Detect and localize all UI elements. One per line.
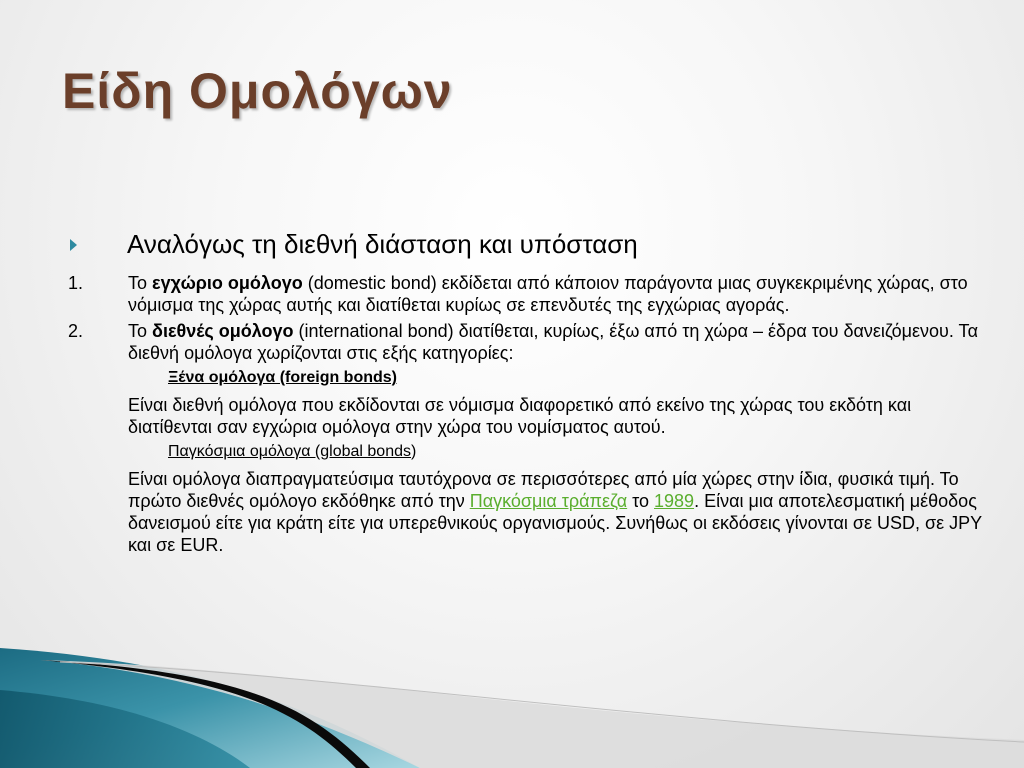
- item-text: [128, 272, 988, 316]
- item-number: 1.: [68, 273, 84, 293]
- item-description: (domestic bond) εκδίδεται από κάποιον παράγοντα μιας συγκεκριμένης χώρας, στο νόμισμα της χώρας αυτής και διατίθεται κυρίως σε επενδυτές της εγχώριας αγοράς.: [128, 273, 968, 315]
- item-prefix: Το: [128, 321, 153, 341]
- item-description: (international bond) διατίθεται, κυρίως, έξω από τη χώρα – έδρα του δανειζόμενου. Τα διεθνή ομόλογα χωρίζονται στις εξής κατηγορίες:: [128, 321, 978, 363]
- bullet-row: [70, 229, 638, 260]
- global-bonds-text: [128, 468, 988, 556]
- foreign-bonds-heading: Ξένα ομόλογα (foreign bonds): [168, 369, 397, 386]
- item-number: 2.: [68, 321, 84, 341]
- global-text-part: . Είναι μια αποτελεσματική μέθοδος δανεισμού είτε για κράτη είτε για υπερεθνικούς οργανισμούς. Συνήθως οι εκδόσεις γίνονται σε USD, σε JPY και σε EUR.: [128, 491, 982, 555]
- list-item-international: [68, 320, 988, 364]
- item-term: διεθνές ομόλογο: [152, 321, 294, 341]
- list-item-domestic: [68, 272, 988, 316]
- slide-content: [68, 272, 988, 560]
- year-1989-link[interactable]: 1989: [654, 491, 695, 511]
- world-bank-link[interactable]: Παγκόσμια τράπεζα: [469, 491, 628, 511]
- item-term: εγχώριο ομόλογο: [152, 273, 303, 293]
- item-text: [128, 320, 988, 364]
- global-bonds-heading-text: Παγκόσμια ομόλογα (global bonds: [168, 443, 411, 460]
- bullet-arrow-icon: [70, 239, 77, 251]
- bullet-text: Αναλόγως τη διεθνή διάσταση και υπόσταση: [127, 229, 638, 259]
- global-bonds-heading-tail: ): [410, 443, 417, 460]
- global-text-part: το: [627, 491, 655, 511]
- slide-title: Είδη Ομολόγων: [62, 63, 453, 119]
- item-prefix: Το: [128, 273, 153, 293]
- foreign-bonds-text: Είναι διεθνή ομόλογα που εκδίδονται σε νόμισμα διαφορετικό από εκείνο της χώρας του εκδότη και διατίθενται σαν εγχώρια ομόλογα στην χώρα του νομίσματος αυτού.: [128, 395, 912, 437]
- global-bonds-heading: [168, 442, 988, 462]
- global-text-part: Είναι ομόλογα διαπραγματεύσιμα ταυτόχρονα σε περισσότερες από μία χώρες στην ίδια, φυσικά τιμή. Το πρώτο διεθνές ομόλογο εκδόθηκε από την: [128, 469, 959, 511]
